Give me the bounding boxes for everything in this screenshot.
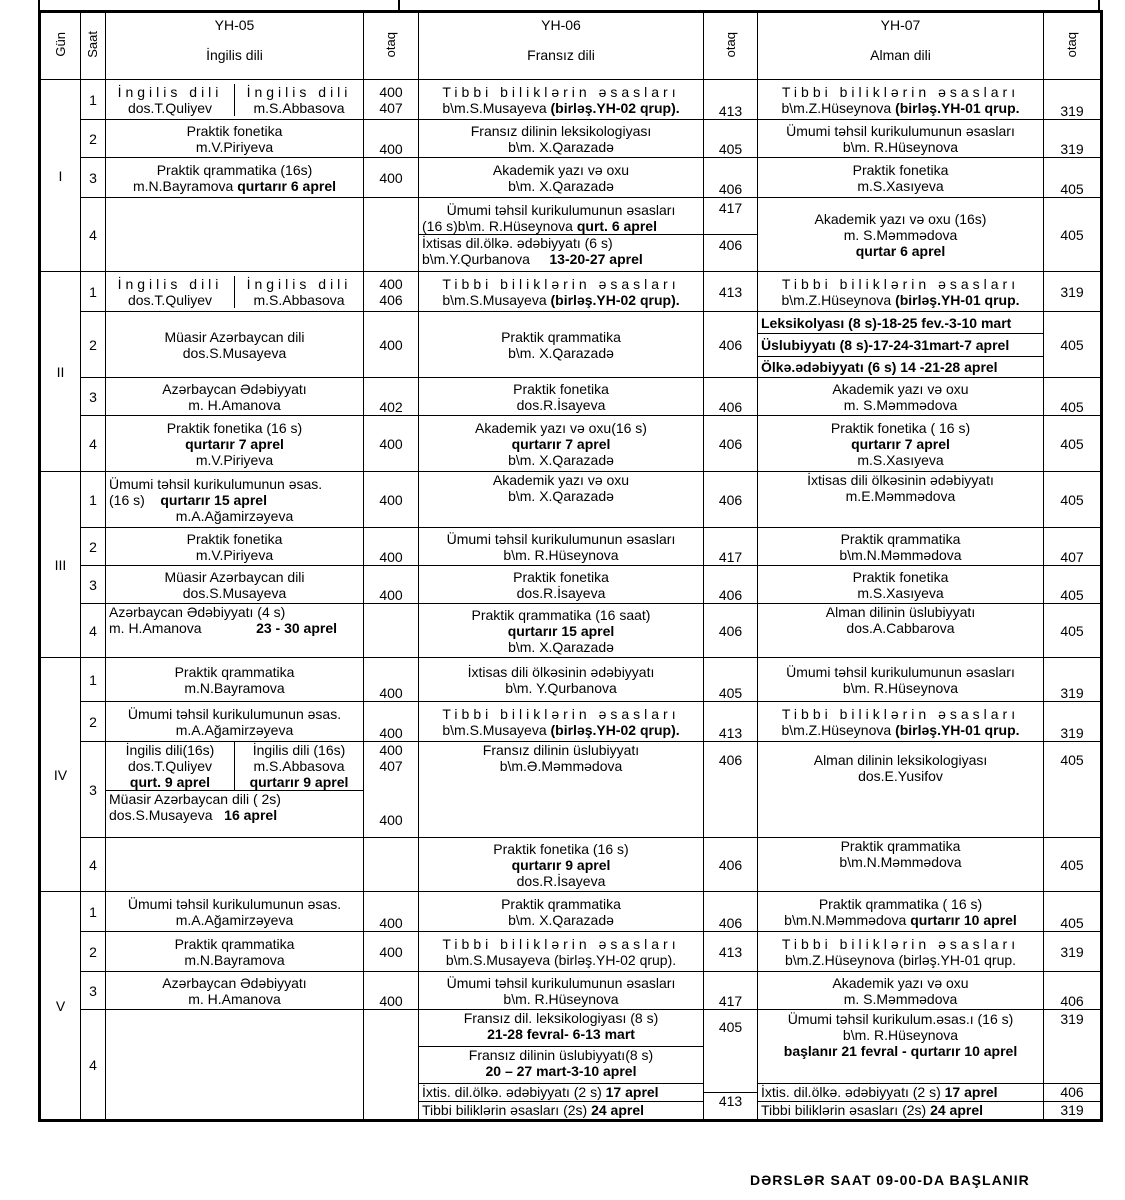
lesson-cell: Ümumi təhsil kurikulumunun əsas. (16 s) qurtarır 15 aprel m.A.Ağamirzəyeva	[106, 472, 364, 528]
lesson-cell: Tibbi biliklərin əsasları b\m.Z.Hüseynova (birləş.YH-01 qrup.	[758, 932, 1044, 972]
lesson-cell: Ümumi təhsil kurikulumunun əsas. m.A.Ağamirzəyeva	[106, 892, 364, 932]
table-row: 4 Azərbaycan Ədəbiyyatı (4 s) m. H.Amanova 23 - 30 aprel Praktik qrammatika (16 saat) qurtarır 15 aprel b\m. X.Qarazadə 406 Alman dilinin üslubiyyatı dos.A.Cabbarova 405	[40, 604, 1102, 658]
lesson-cell: İngilis dili dos.T.Quliyev İngilis dili m.S.Abbasova	[106, 272, 364, 312]
lesson-cell: Praktik fonetika (16 s) qurtarır 7 aprel m.V.Piriyeva	[106, 416, 364, 472]
day-label: IV	[40, 658, 81, 892]
room-number: 405	[704, 658, 758, 702]
table-row: IV 1 Praktik qrammatika m.N.Bayramova 400 İxtisas dili ölkəsinin ədəbiyyatı b\m. Y.Qurbanova 405 Ümumi təhsil kurikulumunun əsasları b\m. R.Hüseynova 319	[40, 658, 1102, 702]
room-number	[364, 604, 419, 658]
table-row: 2 Praktik qrammatika m.N.Bayramova 400 Tibbi biliklərin əsasları b\m.S.Musayeva (birləş.YH-02 qrup). 413 Tibbi biliklərin əsasları b\m.Z.Hüseynova (birləş.YH-01 qrup. 319	[40, 932, 1102, 972]
room-number: 319	[1044, 702, 1102, 742]
table-row: 2 Praktik fonetika m.V.Piriyeva 400 Ümumi təhsil kurikulumunun əsasları b\m. R.Hüseynova 417 Praktik qrammatika b\m.N.Məmmədova 407	[40, 528, 1102, 566]
room-number: 405	[1044, 604, 1102, 658]
day-label: I	[40, 80, 81, 272]
room-number: 319	[1044, 80, 1102, 120]
day-label: III	[40, 472, 81, 658]
room-number: 405 413	[704, 1010, 758, 1121]
room-number: 406	[704, 416, 758, 472]
lesson-cell: Azərbaycan Ədəbiyyatı m. H.Amanova	[106, 972, 364, 1010]
table-row: 2 Müasir Azərbaycan dili dos.S.Musayeva 400 Praktik qrammatika b\m. X.Qarazadə 406 Leksikolyası (8 s)-18-25 fev.-3-10 mart Üslubiyyatı (8 s)-17-24-31mart-7 aprel Ölkə.ədəbiyyatı (6 s) 14 -21-28 aprel 405	[40, 312, 1102, 378]
lesson-cell: Praktik qrammatika m.N.Bayramova	[106, 658, 364, 702]
lesson-cell: İngilis dili dos.T.Quliyev İngilis dili m.S.Abbasova	[106, 80, 364, 120]
table-row: 4 Ümumi təhsil kurikulumunun əsasları (16 s)b\m. R.Hüseynova qurt. 6 aprel İxtisas dil.ölkə. ədəbiyyatı (6 s) b\m.Y.Qurbanova 13-20-27 aprel 417 406 Akademik yazı və oxu (16s) m. S.Məmmədova qurtar 6 aprel 405	[40, 198, 1102, 272]
table-row: 4 Praktik fonetika (16 s) qurtarır 9 aprel dos.R.İsayeva 406 Praktik qrammatika b\m.N.Məmmədova 405	[40, 838, 1102, 892]
lesson-cell: Akademik yazı və oxu m. S.Məmmədova	[758, 972, 1044, 1010]
lesson-cell: Praktik qrammatika b\m.N.Məmmədova	[758, 838, 1044, 892]
day-header: Gün	[52, 32, 68, 57]
lesson-cell: Praktik qrammatika (16s) m.N.Bayramova qurtarır 6 aprel	[106, 158, 364, 198]
footer-note: DƏRSLƏR SAAT 09-00-DA BAŞLANIR	[750, 1172, 1030, 1188]
day-label: V	[40, 892, 81, 1121]
room-number: 405	[1044, 742, 1102, 838]
table-row: 3 İngilis dili(16s) dos.T.Quliyev qurt. 9 aprel İngilis dili (16s) m.S.Abbasova qurtarır 9 aprel Müasir Azərbaycan dili ( 2s) dos.S.Musayeva 16 aprel 400 407 400 Fransız dilinin üslubiyyatı b\m.Ə.Məmmədova 406 Alman dilinin leksikologiyası dos.E.Yusifov 405	[40, 742, 1102, 838]
lesson-cell: Ümumi təhsil kurikulumunun əsasları (16 s)b\m. R.Hüseynova qurt. 6 aprel İxtisas dil.ölkə. ədəbiyyatı (6 s) b\m.Y.Qurbanova 13-20-27 aprel	[419, 198, 704, 272]
room-number: 406	[704, 566, 758, 604]
room-number: 405	[1044, 472, 1102, 528]
lesson-cell: Ümumi təhsil kurikulumunun əsasları b\m. R.Hüseynova	[419, 972, 704, 1010]
room-number: 400	[364, 416, 419, 472]
lesson-cell: Praktik qrammatika b\m. X.Qarazadə	[419, 312, 704, 378]
lesson-cell: Tibbi biliklərin əsasları b\m.S.Musayeva (birləş.YH-02 qrup).	[419, 80, 704, 120]
lesson-cell: Praktik fonetika (16 s) qurtarır 9 aprel dos.R.İsayeva	[419, 838, 704, 892]
lesson-cell: Praktik fonetika dos.R.İsayeva	[419, 566, 704, 604]
room-number: 406	[704, 742, 758, 838]
room-header: otaq	[383, 31, 398, 58]
lesson-cell: Praktik qrammatika b\m. X.Qarazadə	[419, 892, 704, 932]
room-number: 400	[364, 120, 419, 158]
room-number: 319 406 319	[1044, 1010, 1102, 1121]
room-number: 319	[1044, 932, 1102, 972]
room-number: 406	[704, 838, 758, 892]
table-row: 3 Azərbaycan Ədəbiyyatı m. H.Amanova 400 Ümumi təhsil kurikulumunun əsasları b\m. R.Hüseynova 417 Akademik yazı və oxu m. S.Məmmədova 406	[40, 972, 1102, 1010]
lesson-cell: Akademik yazı və oxu m. S.Məmmədova	[758, 378, 1044, 416]
room-number: 406	[704, 378, 758, 416]
lesson-cell: İxtisas dili ölkəsinin ədəbiyyatı b\m. Y.Qurbanova	[419, 658, 704, 702]
lesson-cell: Tibbi biliklərin əsasları b\m.Z.Hüseynova (birləş.YH-01 qrup.	[758, 702, 1044, 742]
table-row: II 1 İngilis dili dos.T.Quliyev İngilis dili m.S.Abbasova 400 406 Tibbi biliklərin əsasları b\m.S.Musayeva (birləş.YH-02 qrup). 413 Tibbi biliklərin əsasları b\m.Z.Hüseynova (birləş.YH-01 qrup. 319	[40, 272, 1102, 312]
room-number: 405	[704, 120, 758, 158]
room-number: 406	[704, 604, 758, 658]
lesson-cell: Praktik fonetika m.S.Xasıyeva	[758, 566, 1044, 604]
lesson-cell: Praktik qrammatika b\m.N.Məmmədova	[758, 528, 1044, 566]
top-border-strip	[38, 0, 1100, 10]
lesson-cell: Müasir Azərbaycan dili dos.S.Musayeva	[106, 566, 364, 604]
room-number: 400	[364, 702, 419, 742]
room-number: 400	[364, 658, 419, 702]
lesson-cell: Praktik fonetika m.V.Piriyeva	[106, 528, 364, 566]
lesson-cell: Praktik fonetika ( 16 s) qurtarır 7 aprel m.S.Xasıyeva	[758, 416, 1044, 472]
schedule-table	[38, 10, 1103, 1122]
table-row: 3 Müasir Azərbaycan dili dos.S.Musayeva 400 Praktik fonetika dos.R.İsayeva 406 Praktik fonetika m.S.Xasıyeva 405	[40, 566, 1102, 604]
room-number: 405	[1044, 312, 1102, 378]
room-number: 413	[704, 932, 758, 972]
room-number: 400	[364, 312, 419, 378]
lesson-cell: Ümumi təhsil kurikulumunun əsas. m.A.Ağamirzəyeva	[106, 702, 364, 742]
lesson-cell: Alman dilinin leksikologiyası dos.E.Yusifov	[758, 742, 1044, 838]
lesson-cell: Fransız dil. leksikologiyası (8 s) 21-28 fevral- 6-13 mart Fransız dilinin üslubiyyatı(8 s) 20 – 27 mart-3-10 aprel İxtis. dil.ölkə. ədəbiyyatı (2 s) 17 aprel Tibbi biliklərin əsasları (2s) 24 aprel	[419, 1010, 704, 1121]
lesson-cell: Praktik fonetika m.V.Piriyeva	[106, 120, 364, 158]
room-number: 406	[704, 158, 758, 198]
room-header: otaq	[1064, 31, 1079, 58]
table-row: III 1 Ümumi təhsil kurikulumunun əsas. (16 s) qurtarır 15 aprel m.A.Ağamirzəyeva 400 Akademik yazı və oxu b\m. X.Qarazadə 406 İxtisas dili ölkəsinin ədəbiyyatı m.E.Məmmədova 405	[40, 472, 1102, 528]
table-row: 4 Praktik fonetika (16 s) qurtarır 7 aprel m.V.Piriyeva 400 Akademik yazı və oxu(16 s) qurtarır 7 aprel b\m. X.Qarazadə 406 Praktik fonetika ( 16 s) qurtarır 7 aprel m.S.Xasıyeva 405	[40, 416, 1102, 472]
lesson-cell: Azərbaycan Ədəbiyyatı m. H.Amanova	[106, 378, 364, 416]
room-number: 319	[1044, 120, 1102, 158]
room-number: 417	[704, 972, 758, 1010]
lesson-cell: Leksikolyası (8 s)-18-25 fev.-3-10 mart Üslubiyyatı (8 s)-17-24-31mart-7 aprel Ölkə.ədəbiyyatı (6 s) 14 -21-28 aprel	[758, 312, 1044, 378]
room-number: 405	[1044, 378, 1102, 416]
room-number: 405	[1044, 892, 1102, 932]
room-number: 400	[364, 472, 419, 528]
room-number: 406	[704, 472, 758, 528]
header-row	[40, 12, 1102, 80]
room-number: 405	[1044, 566, 1102, 604]
lesson-cell: Ümumi təhsil kurikulum.əsas.ı (16 s) b\m. R.Hüseynova başlanır 21 fevral - qurtarır 10 aprel İxtis. dil.ölkə. ədəbiyyatı (2 s) 17 aprel Tibbi biliklərin əsasları (2s) 24 aprel	[758, 1010, 1044, 1121]
lesson-cell: Tibbi biliklərin əsasları b\m.S.Musayeva (birləş.YH-02 qrup).	[419, 702, 704, 742]
lesson-cell: Müasir Azərbaycan dili dos.S.Musayeva	[106, 312, 364, 378]
room-number: 400	[364, 972, 419, 1010]
lesson-cell: Praktik qrammatika ( 16 s) b\m.N.Məmmədova qurtarır 10 aprel	[758, 892, 1044, 932]
room-number: 405	[1044, 416, 1102, 472]
room-number: 413	[704, 272, 758, 312]
group-header-yh05: YH-05 İngilis dili	[106, 12, 364, 80]
lesson-cell: Akademik yazı və oxu (16s) m. S.Məmmədova qurtar 6 aprel	[758, 198, 1044, 272]
room-number: 400	[364, 158, 419, 198]
lesson-cell: Tibbi biliklərin əsasları b\m.Z.Hüseynova (birləş.YH-01 qrup.	[758, 272, 1044, 312]
lesson-cell: Tibbi biliklərin əsasları b\m.S.Musayeva (birləş.YH-02 qrup).	[419, 932, 704, 972]
room-number: 406	[704, 312, 758, 378]
lesson-cell: Fransız dilinin leksikologiyası b\m. X.Qarazadə	[419, 120, 704, 158]
lesson-cell: Praktik qrammatika m.N.Bayramova	[106, 932, 364, 972]
table-row: I 1 İngilis dili dos.T.Quliyev İngilis dili m.S.Abbasova 400 407 Tibbi biliklərin əsasları b\m.S.Musayeva (birləş.YH-02 qrup). 413 Tibbi biliklərin əsasları b\m.Z.Hüseynova (birləş.YH-01 qrup. 319	[40, 80, 1102, 120]
room-number: 400	[364, 892, 419, 932]
lesson-cell: Ümumi təhsil kurikulumunun əsasları b\m. R.Hüseynova	[758, 120, 1044, 158]
lesson-cell: İngilis dili(16s) dos.T.Quliyev qurt. 9 aprel İngilis dili (16s) m.S.Abbasova qurtarır 9 aprel Müasir Azərbaycan dili ( 2s) dos.S.Musayeva 16 aprel	[106, 742, 364, 838]
room-number: 406	[704, 892, 758, 932]
lesson-cell: Praktik qrammatika (16 saat) qurtarır 15 aprel b\m. X.Qarazadə	[419, 604, 704, 658]
lesson-cell: Ümumi təhsil kurikulumunun əsasları b\m. R.Hüseynova	[758, 658, 1044, 702]
room-number: 400 407 400	[364, 742, 419, 838]
lesson-cell: Alman dilinin üslubiyyatı dos.A.Cabbarova	[758, 604, 1044, 658]
lesson-cell: Praktik fonetika dos.R.İsayeva	[419, 378, 704, 416]
lesson-cell: Azərbaycan Ədəbiyyatı (4 s) m. H.Amanova 23 - 30 aprel	[106, 604, 364, 658]
lesson-cell: Akademik yazı və oxu(16 s) qurtarır 7 aprel b\m. X.Qarazadə	[419, 416, 704, 472]
room-number: 406	[1044, 972, 1102, 1010]
room-number: 407	[1044, 528, 1102, 566]
room-number: 319	[1044, 658, 1102, 702]
room-number: 319	[1044, 272, 1102, 312]
lesson-cell: Akademik yazı və oxu b\m. X.Qarazadə	[419, 472, 704, 528]
room-header: otaq	[722, 31, 738, 58]
lesson-cell: Akademik yazı və oxu b\m. X.Qarazadə	[419, 158, 704, 198]
lesson-cell: Praktik fonetika m.S.Xasıyeva	[758, 158, 1044, 198]
room-number: 405	[1044, 198, 1102, 272]
group-header-yh06: YH-06 Fransız dili	[419, 12, 704, 80]
table-row: 3 Azərbaycan Ədəbiyyatı m. H.Amanova 402 Praktik fonetika dos.R.İsayeva 406 Akademik yazı və oxu m. S.Məmmədova 405	[40, 378, 1102, 416]
room-number: 400	[364, 528, 419, 566]
lesson-cell: Ümumi təhsil kurikulumunun əsasları b\m. R.Hüseynova	[419, 528, 704, 566]
table-row: 2 Praktik fonetika m.V.Piriyeva 400 Fransız dilinin leksikologiyası b\m. X.Qarazadə 405 Ümumi təhsil kurikulumunun əsasları b\m. R.Hüseynova 319	[40, 120, 1102, 158]
room-number: 417 406	[704, 198, 758, 272]
lesson-cell: Tibbi biliklərin əsasları b\m.S.Musayeva (birləş.YH-02 qrup).	[419, 272, 704, 312]
room-number: 417	[704, 528, 758, 566]
room-number: 405	[1044, 838, 1102, 892]
table-row: 2 Ümumi təhsil kurikulumunun əsas. m.A.Ağamirzəyeva 400 Tibbi biliklərin əsasları b\m.S.Musayeva (birləş.YH-02 qrup). 413 Tibbi biliklərin əsasları b\m.Z.Hüseynova (birləş.YH-01 qrup. 319	[40, 702, 1102, 742]
group-header-yh07: YH-07 Alman dili	[758, 12, 1044, 80]
hour-header: Saat	[85, 31, 100, 58]
table-row: 3 Praktik qrammatika (16s) m.N.Bayramova qurtarır 6 aprel 400 Akademik yazı və oxu b\m. X.Qarazadə 406 Praktik fonetika m.S.Xasıyeva 405	[40, 158, 1102, 198]
room-number: 400 407	[364, 80, 419, 120]
room-number: 400 406	[364, 272, 419, 312]
room-number: 413	[704, 702, 758, 742]
lesson-cell: Tibbi biliklərin əsasları b\m.Z.Hüseynova (birləş.YH-01 qrup.	[758, 80, 1044, 120]
table-row: 4 Fransız dil. leksikologiyası (8 s) 21-28 fevral- 6-13 mart Fransız dilinin üslubiyyatı(8 s) 20 – 27 mart-3-10 aprel İxtis. dil.ölkə. ədəbiyyatı (2 s) 17 aprel Tibbi biliklərin əsasları (2s) 24 aprel 405 413 Ümumi təhsil kurikulum.əsas.ı (16 s) b\m. R.Hüseynova başlanır 21 fevral - qurtarır 10 aprel İxtis. dil.ölkə. ədəbiyyatı (2 s) 17 aprel Tibbi biliklərin əsasları (2s) 24 aprel 319 406 319	[40, 1010, 1102, 1121]
room-number: 405	[1044, 158, 1102, 198]
room-number: 400	[364, 932, 419, 972]
lesson-cell: İxtisas dili ölkəsinin ədəbiyyatı m.E.Məmmədova	[758, 472, 1044, 528]
day-label: II	[40, 272, 81, 472]
room-number: 413	[704, 80, 758, 120]
room-number: 400	[364, 566, 419, 604]
lesson-cell: Fransız dilinin üslubiyyatı b\m.Ə.Məmmədova	[419, 742, 704, 838]
table-row: V 1 Ümumi təhsil kurikulumunun əsas. m.A.Ağamirzəyeva 400 Praktik qrammatika b\m. X.Qarazadə 406 Praktik qrammatika ( 16 s) b\m.N.Məmmədova qurtarır 10 aprel 405	[40, 892, 1102, 932]
room-number: 402	[364, 378, 419, 416]
